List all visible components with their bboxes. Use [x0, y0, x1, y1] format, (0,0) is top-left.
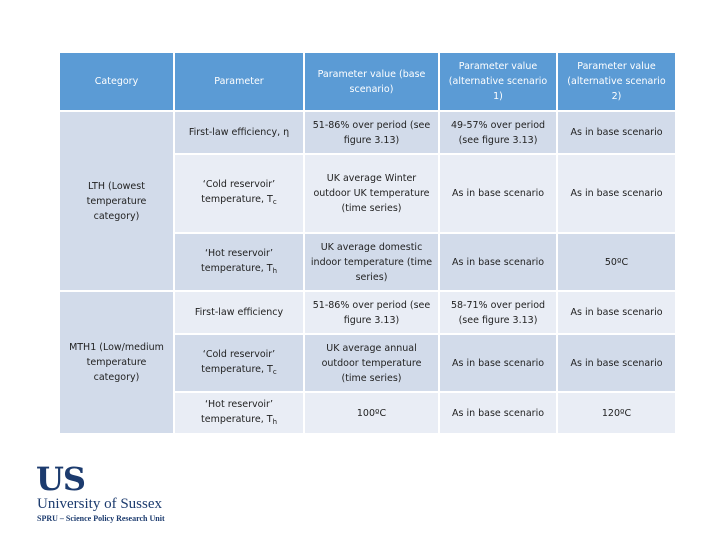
row6-parameter-text: ‘Hot reservoir’ temperature, T [201, 398, 273, 425]
logo-mark: US [36, 460, 86, 498]
category-lth: LTH (Lowest temperature category) [60, 112, 173, 290]
header-base-scenario: Parameter value (base scenario) [305, 53, 438, 110]
row5-parameter [175, 335, 303, 391]
row6-base: 100ºC [305, 393, 438, 433]
row1-base: 51-86% over period (see figure 3.13) [305, 112, 438, 153]
row3-parameter [175, 234, 303, 290]
row5-parameter-subscript: c [272, 367, 277, 376]
row2-parameter-text: ‘Cold reservoir’ temperature, T [201, 179, 276, 205]
row4-base: 51-86% over period (see figure 3.13) [305, 292, 438, 333]
row1-parameter [175, 112, 303, 153]
row1-alt2: As in base scenario [558, 112, 675, 153]
row6-parameter [175, 393, 303, 433]
row6-alt2: 120ºC [558, 393, 675, 433]
row5-base: UK average annual outdoor temperature (time series) [305, 335, 438, 391]
row2-alt1: As in base scenario [440, 155, 556, 232]
row4-parameter-text: First-law efficiency [194, 307, 284, 318]
row4-alt1: 58-71% over period (see figure 3.13) [440, 292, 556, 333]
row3-alt1: As in base scenario [440, 234, 556, 290]
logo-university-name: University of Sussex [37, 496, 162, 512]
row3-alt2: 50ºC [558, 234, 675, 290]
row4-alt2: As in base scenario [558, 292, 675, 333]
row5-alt2: As in base scenario [558, 335, 675, 391]
row4-parameter [175, 292, 303, 333]
header-alt-scenario-2: Parameter value (alternative scenario 2) [558, 53, 675, 110]
logo-unit-name: SPRU – Science Policy Research Unit [37, 514, 165, 523]
row1-parameter-text: First-law efficiency, η [188, 127, 290, 138]
row3-parameter-subscript: h [272, 266, 277, 275]
row2-base: UK average Winter outdoor UK temperature (time series) [305, 155, 438, 232]
row3-base: UK average domestic indoor temperature (time series) [305, 234, 438, 290]
header-alt-scenario-1: Parameter value (alternative scenario 1) [440, 53, 556, 110]
row2-alt2: As in base scenario [558, 155, 675, 232]
row6-alt1: As in base scenario [440, 393, 556, 433]
category-mth1: MTH1 (Low/medium temperature category) [60, 292, 173, 433]
row5-parameter-text: ‘Cold reservoir’ temperature, T [201, 348, 276, 375]
parameter-table [60, 53, 675, 433]
header-parameter: Parameter [175, 53, 303, 110]
header-category: Category [60, 53, 173, 110]
row5-alt1: As in base scenario [440, 335, 556, 391]
row3-parameter-text: ‘Hot reservoir’ temperature, T [201, 247, 273, 274]
row2-parameter-subscript: c [272, 198, 277, 206]
row1-alt1: 49-57% over period (see figure 3.13) [440, 112, 556, 153]
row6-parameter-subscript: h [272, 417, 277, 426]
row2-parameter [175, 155, 303, 232]
university-of-sussex-logo [36, 460, 196, 525]
